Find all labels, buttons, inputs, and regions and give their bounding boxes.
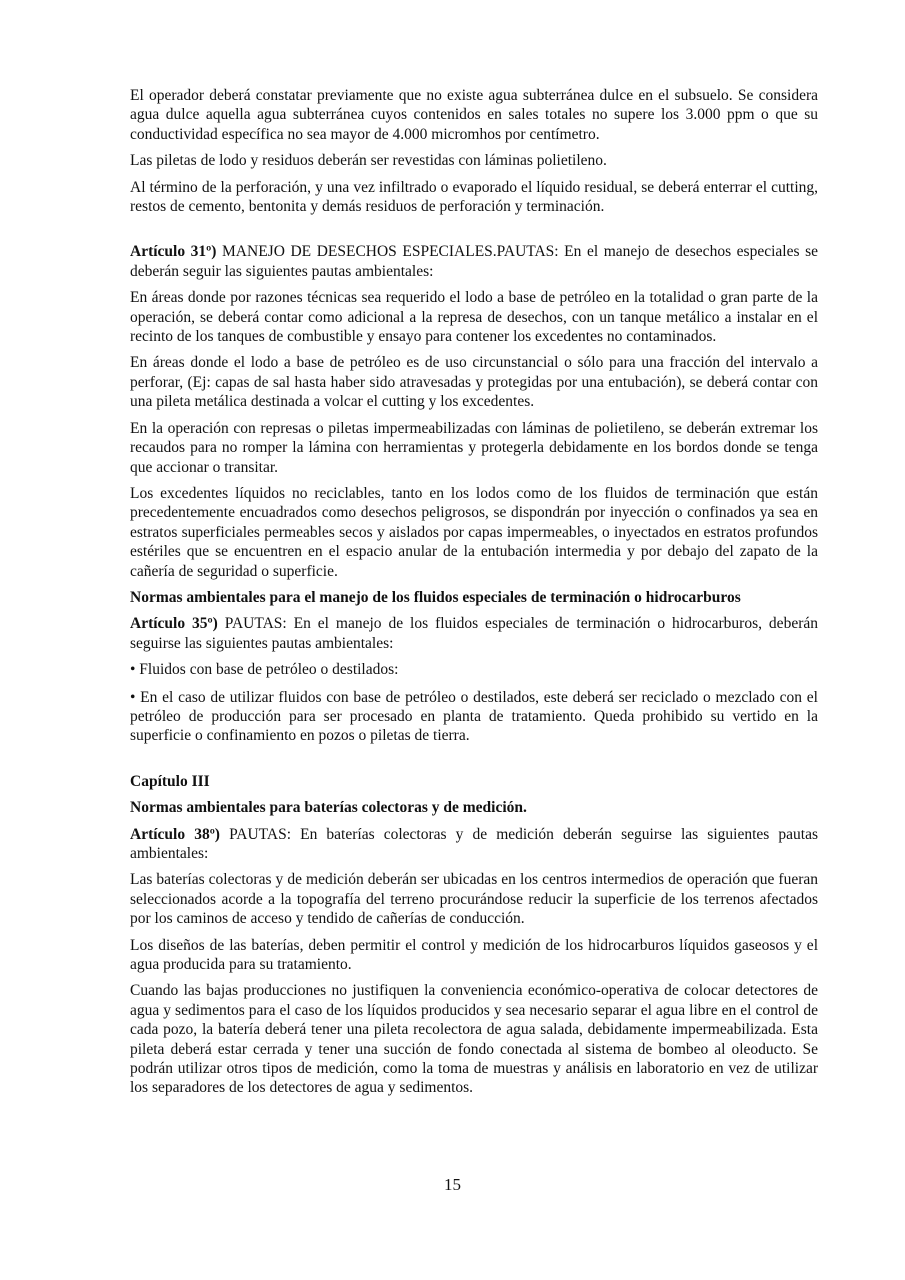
article-38-intro	[130, 825, 818, 864]
heading-batteries	[130, 798, 818, 817]
bullet-item-2: • En el caso de utilizar fluidos con base de petróleo o destilados, este deberá ser reciclado o mezclado con el petróleo de producción para ser procesado en planta de tratamiento. Queda prohibido su vertido en la superficie o confinamiento en pozos o piletas de tierra.	[130, 688, 818, 745]
chapter-title	[130, 772, 818, 791]
paragraph-mud-pits: Las piletas de lodo y residuos deberán ser revestidas con láminas polietileno.	[130, 152, 607, 170]
article-31-paragraph-2: En áreas donde el lodo a base de petróleo es de uso circunstancial o sólo para una fracción del intervalo a perforar, (Ej: capas de sal hasta haber sido atravesadas y protegidas por una entubación), se deberá contar con una pileta metálica destinada a volcar el cutting y los excedentes.	[130, 354, 818, 411]
article-38-paragraph-1: Las baterías colectoras y de medición deberán ser ubicadas en los centros intermedios de operación que fueran seleccionados acorde a la topografía del terreno procurándose reducir la superficie de los terrenos afectados por los caminos de acceso y tendido de cañerías de conducción.	[130, 871, 818, 928]
article-38-paragraph-2: Los diseños de las baterías, deben permitir el control y medición de los hidrocarburos líquidos gaseosos y el agua producida para su tratamiento.	[130, 936, 818, 974]
paragraph-drilling-end: Al término de la perforación, y una vez infiltrado o evaporado el líquido residual, se deberá enterrar el cutting, restos de cemento, bentonita y demás residuos de perforación y terminación.	[130, 178, 818, 216]
article-35-label: Artículo 35º)	[130, 615, 218, 633]
heading-fluids-text: Normas ambientales para el manejo de los fluidos especiales de terminación o hidrocarburos	[130, 588, 741, 606]
chapter-title-text: Capítulo III	[130, 772, 210, 790]
section-gap	[130, 223, 818, 242]
article-38-paragraph-3: Cuando las bajas producciones no justifiquen la conveniencia económico-operativa de colocar detectores de agua y sedimentos para el caso de los líquidos producidos y sea necesario separar el agua libre en el control de cada pozo, la batería deberá tener una pileta recolectora de agua salada, debidamente impermeabilizada. Esta pileta deberá estar cerrada y tener una succión de fondo conectada al sistema de bombeo al oleoducto. Se podrán utilizar otros tipos de medición, como la toma de muestras y análisis en laboratorio en vez de utilizar los separadores de los detectores de agua y sedimentos.	[130, 982, 818, 1097]
article-35-text: PAUTAS: En el manejo de los fluidos especiales de terminación o hidrocarburos, deberán seguirse las siguientes pautas ambientales:	[130, 615, 818, 652]
article-35-intro	[130, 614, 818, 653]
section-gap	[130, 753, 818, 772]
document-page	[130, 86, 818, 1105]
paragraph-groundwater: El operador deberá constatar previamente que no existe agua subterránea dulce en el subsuelo. Se considera agua dulce aquella agua subterránea cuyos contenidos en sales totales no supere los 3.000 ppm o que su conductividad específica no sea mayor de 4.000 micromhos por centímetro.	[130, 87, 818, 143]
article-31-paragraph-1: En áreas donde por razones técnicas sea requerido el lodo a base de petróleo en la totalidad o gran parte de la operación, se deberá contar como adicional a la represa de desechos, con un tanque metálico a instalar en el recinto de los tanques de combustible y ensayo para contener los excedentes no contaminados.	[130, 289, 818, 346]
bullet-item-1: • Fluidos con base de petróleo o destilados:	[130, 661, 399, 679]
article-31-label: Artículo 31º)	[130, 243, 217, 261]
article-31-intro	[130, 242, 818, 281]
article-31-paragraph-3: En la operación con represas o piletas impermeabilizadas con láminas de polietileno, se deberán extremar los recaudos para no romper la lámina con herramientas y protegerla debidamente en los bordos donde se tenga que accionar o transitar.	[130, 419, 818, 476]
article-38-label: Artículo 38º)	[130, 825, 220, 843]
article-31-text: MANEJO DE DESECHOS ESPECIALES.PAUTAS: En el manejo de desechos especiales se deberán seguir las siguientes pautas ambientales:	[130, 243, 818, 280]
page-number: 15	[444, 1175, 461, 1194]
article-31-paragraph-4: Los excedentes líquidos no reciclables, tanto en los lodos como de los fluidos de terminación que están precedentemente encuadrados como desechos peligrosos, se dispondrán por inyección o confinados ya sea en estratos superficiales permeables secos y aislados por capas impermeables, o inyectados en estratos profundos estériles que se encuentren en el espacio anular de la entubación intermedia y por debajo del zapato de la cañería de seguridad o superficie.	[130, 484, 818, 580]
article-38-text: PAUTAS: En baterías colectoras y de medición deberán seguirse las siguientes pautas ambientales:	[130, 825, 818, 862]
heading-batteries-text: Normas ambientales para baterías colectoras y de medición.	[130, 799, 527, 817]
heading-fluids	[130, 588, 818, 607]
